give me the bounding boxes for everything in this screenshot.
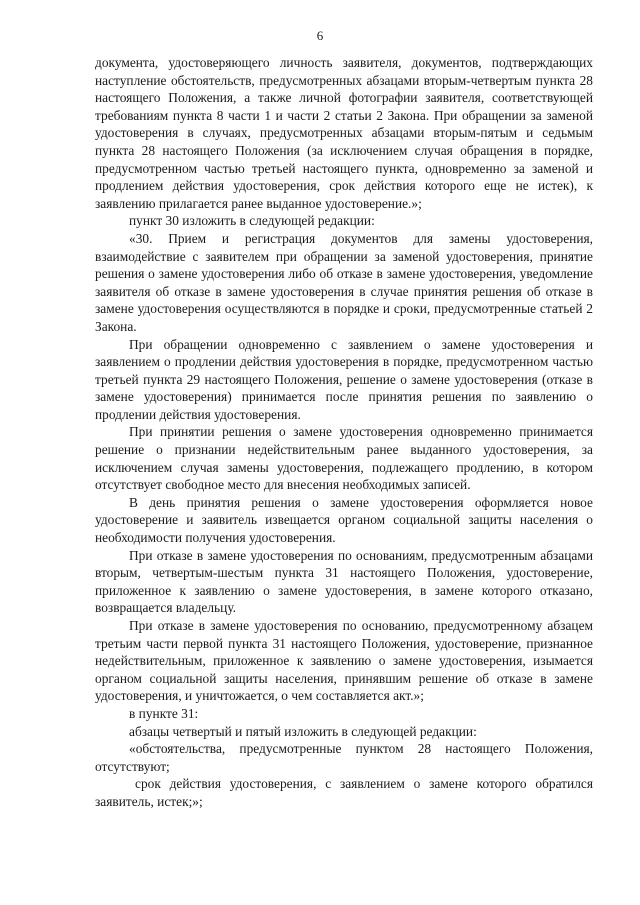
paragraph: При отказе в замене удостоверения по основанию, предусмотренному абзацем третьим части первой пункта 31 настоящего Положения, удостоверение, признанное недействительным, приложенное к заявлению о замене удостоверения, изымается органом социальной защиты населения, принявшим решение об отказе в замене удостоверения, и уничтожается, о чем составляется акт.»; (95, 618, 593, 704)
paragraph: абзацы четвертый и пятый изложить в следующей редакции: (129, 723, 477, 739)
paragraph: срок действия удостоверения, с заявлением о замене которого обратился заявитель, истек;»; (95, 776, 593, 809)
document-body (95, 54, 593, 811)
paragraph: «обстоятельства, предусмотренные пунктом 28 настоящего Положения, отсутствуют; (95, 741, 593, 774)
paragraph: документа, удостоверяющего личность заявителя, документов, подтверждающих наступление обстоятельств, предусмотренных абзацами вторым-четвертым пункта 28 настоящего Положения, а также личной фотографии заявителя, соответствующей требованиям пункта 8 части 1 и части 2 статьи 2 Закона. При обращении за заменой удостоверения в случаях, предусмотренных абзацами вторым-пятым и седьмым пункта 28 настоящего Положения (за исключением случая обращения в порядке, предусмотренном частью третьей настоящего пункта, одновременно за заменой и продлением действия удостоверения, срок действия которого еще не истек), к заявлению прилагается ранее выданное удостоверение.»; (95, 55, 593, 211)
paragraph: В день принятия решения о замене удостоверения оформляется новое удостоверение и заявитель извещается органом социальной защиты населения о необходимости получения удостоверения. (95, 494, 593, 546)
paragraph: При отказе в замене удостоверения по основаниям, предусмотренным абзацами вторым, четвертым-шестым пункта 31 настоящего Положения, удостоверение, приложенное к заявлению о замене удостоверения, в замене которого отказано, возвращается владельцу. (95, 547, 593, 616)
paragraph: При обращении одновременно с заявлением о замене удостоверения и заявлением о продлении действия удостоверения в порядке, предусмотренном частью третьей пункта 29 настоящего Положения, решение о замене удостоверения (отказе в замене удостоверения) принимается после принятия решения по заявлению о продлении действия удостоверения. (95, 336, 593, 422)
paragraph: в пункте 31: (129, 705, 199, 721)
page-number: 6 (316, 28, 324, 43)
paragraph: При принятии решения о замене удостоверения одновременно принимается решение о признании недействительным ранее выданного удостоверения, за исключением случая замены удостоверения, подлежащего продлению, в котором отсутствует свободное место для внесения необходимых записей. (95, 424, 593, 493)
paragraph: пункт 30 изложить в следующей редакции: (129, 213, 375, 229)
paragraph: «30. Прием и регистрация документов для замены удостоверения, взаимодействие с заявителем при обращении за заменой удостоверения, принятие решения о замене удостоверения либо об отказе в замене удостоверения, уведомление заявителя об отказе в замене удостоверения в случае принятия решения об отказе в замене удостоверения осуществляются в порядке и сроки, предусмотренные статьей 2 Закона. (95, 230, 593, 334)
